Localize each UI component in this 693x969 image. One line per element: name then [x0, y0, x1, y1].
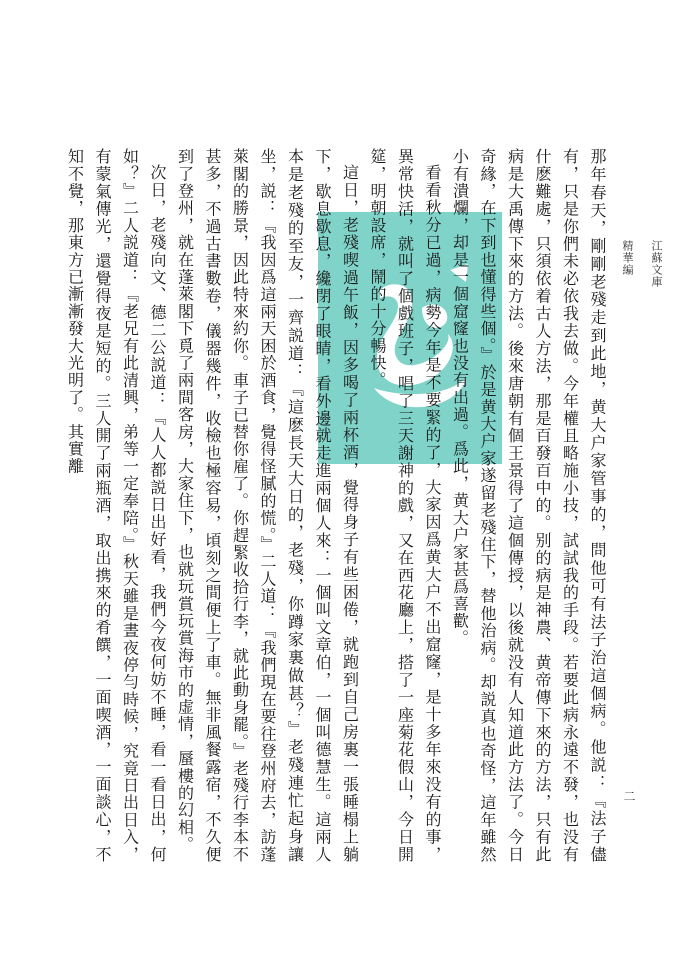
page-number: 二	[622, 790, 636, 802]
header-title: 江蘇文庫	[650, 240, 663, 288]
paragraph-3: 這日，老殘喫過午飯，因多喝了兩杯酒，覺得身子有些困倦，就跑到自己房裏一張睡榻上躺下，歇息歇息，纔閉了眼睛，看外邊就走進兩個人來：一個叫文章伯，一個叫德慧生。這兩人本是老殘的至友，一齊説道：『這麽長天大日的，老殘，你蹲家裏做甚？』老殘連忙起身讓坐，説：『我因爲這兩天困於酒食，覺得怪膩的慌。』二人道：『我們現在要往登州府去，訪蓬萊閣的勝景，因此特來約你。車子已替你雇了。你趕緊收拾行李，就此動身罷。』老殘行李本不甚多，不過古書數卷，儀器幾件，收檢也極容易，頃刻之間便上了車。無非風餐露宿，不久便到了登州，就在蓬萊閣下覓了兩間客房，大家住下，也就玩賞玩賞海市的虚情，蜃樓的幻相。	[175, 148, 360, 863]
body-text	[65, 148, 611, 863]
paragraph-4: 次日，老殘向文、德二公説道：『人人都説日出好看，我們今夜何妨不睡，看一看日出，何如？』二人説道：『老兄有此清興，弟等一定奉陪。』秋天雖是晝夜停勻時候，究竟日出日入，有蒙氣傳光，還覺得夜是短的。三人開了兩瓶酒，取出携來的肴饌，一面喫酒，一面談心，不知不覺，那東方已漸漸發大光明了。其實離	[65, 148, 167, 863]
running-header	[619, 240, 664, 288]
paragraph-1: 那年春天，剛剛老殘走到此地，黄大户家管事的，問他可有法子治這個病。他説：『法子儘有，只是你們未必依我去做。今年權且略施小技，試試我的手段。若要此病永遠不發，也没有什麽難處，只須依着古人方法，那是百發百中的。别的病是神農、黄帝傳下來的方法，只有此病是大禹傳下來的方法。後來唐朝有個王景得了這個傳授，以後就没有人知道此方法了。今日奇緣，在下到也懂得些個。』於是黄大户家遂留老殘住下，替他治病。却説真也奇怪，這年雖然小有潰爛，却是一個窟窿也没有出過。爲此，黄大户家甚爲喜歡。	[450, 148, 607, 863]
paragraph-2: 看看秋分已過，病勢今年是不要緊的了，大家因爲黄大户不出窟窿，是十多年來没有的事，異常快活，就叫了個戲班子，唱了三天謝神的戲，又在西花廳上，搭了一座菊花假山，今日開筵，明朝設席，鬧的十分暢快。	[368, 148, 442, 863]
header-section: 精華編	[621, 240, 634, 276]
